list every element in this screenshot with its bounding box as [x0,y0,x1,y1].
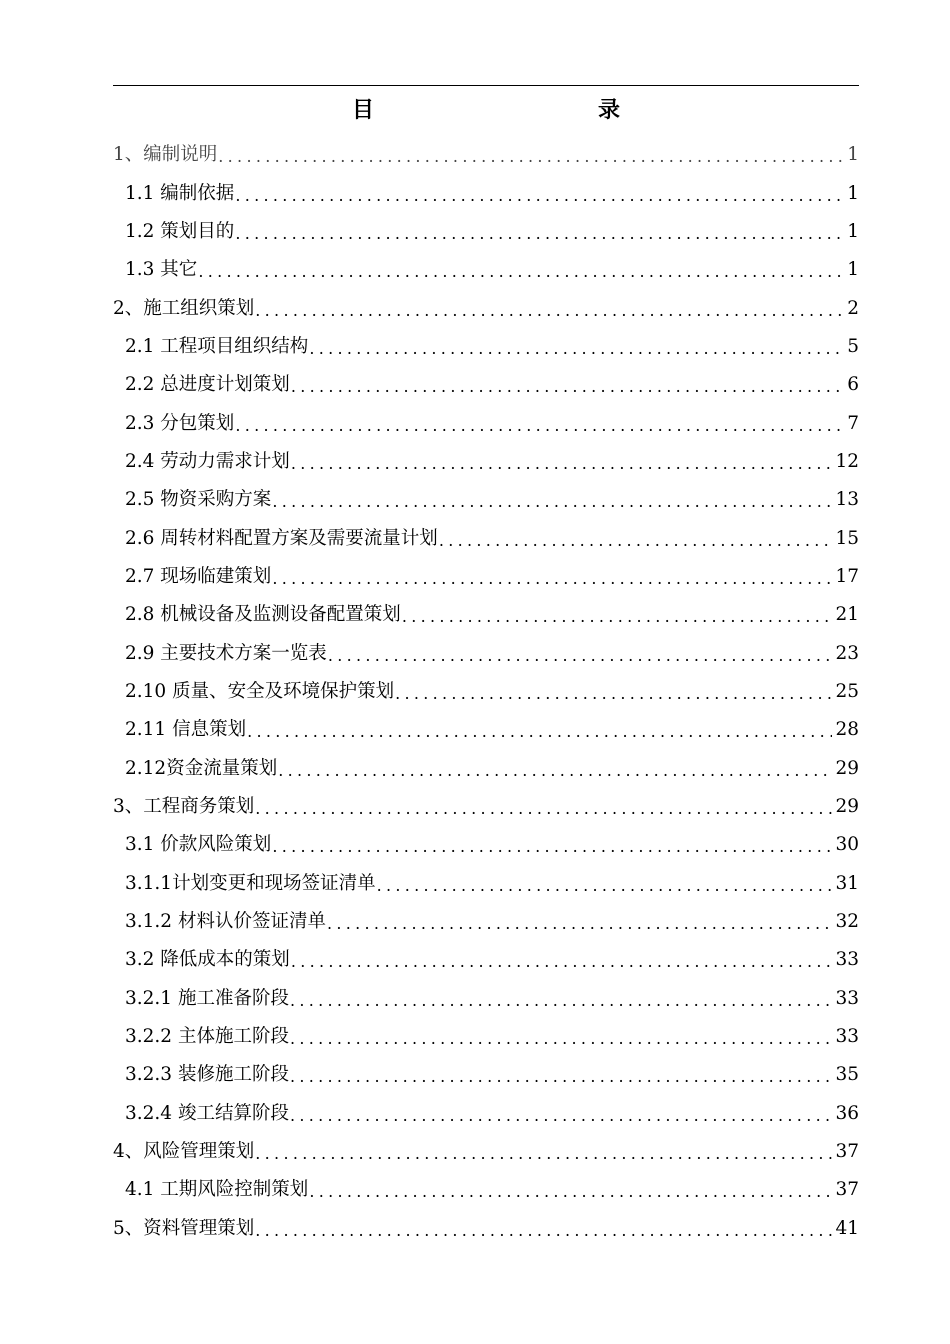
toc-entry-page-number: 1 [847,259,859,281]
toc-leader-dots [235,222,844,246]
toc-leader-dots [290,989,832,1013]
toc-entry-label: 1.2 策划目的 [125,220,235,242]
toc-entry-page-number: 29 [835,757,859,779]
toc-leader-dots [290,1065,832,1089]
toc-entry[interactable] [113,1056,859,1094]
toc-entry-label: 2.9 主要技术方案一览表 [125,642,327,664]
toc-leader-dots [255,797,832,821]
toc-entry-page-number: 32 [835,911,859,933]
toc-entry[interactable] [113,328,859,366]
toc-leader-dots [235,184,844,208]
toc-entry[interactable] [113,826,859,864]
toc-entry-label: 2.11 信息策划 [125,719,247,741]
toc-entry-page-number: 13 [835,489,859,511]
toc-entry[interactable] [113,711,859,749]
toc-entry[interactable] [113,903,859,941]
toc-entry-page-number: 7 [847,412,859,434]
toc-entry-page-number: 28 [835,719,859,741]
toc-entry-page-number: 33 [835,987,859,1009]
toc-leader-dots [272,835,832,859]
toc-entry[interactable] [113,174,859,212]
toc-entry[interactable] [113,404,859,442]
toc-entry-page-number: 33 [835,949,859,971]
toc-entry-label: 1、编制说明 [113,144,218,166]
toc-leader-dots [291,375,844,399]
toc-entry-page-number: 41 [835,1217,859,1239]
toc-entry-label: 2.10 质量、安全及环境保护策划 [125,680,395,702]
toc-leader-dots [278,759,832,783]
toc-entry[interactable] [113,481,859,519]
toc-entry-page-number: 33 [835,1026,859,1048]
toc-leader-dots [198,260,844,284]
toc-entry[interactable] [113,213,859,251]
toc-entry-page-number: 1 [847,144,859,166]
toc-entry-page-number: 37 [835,1141,859,1163]
toc-leader-dots [290,1027,832,1051]
toc-entry-label: 3.2.3 装修施工阶段 [125,1064,289,1086]
toc-entry-label: 3.1 价款风险策划 [125,834,272,856]
toc-entry[interactable] [113,1018,859,1056]
toc-entry-page-number: 5 [847,335,859,357]
toc-entry[interactable] [113,941,859,979]
toc-entry-label: 4、风险管理策划 [113,1141,255,1163]
toc-leader-dots [291,950,833,974]
toc-leader-dots [395,682,832,706]
toc-entry-label: 2.6 周转材料配置方案及需要流量计划 [125,527,438,549]
toc-leader-dots [309,337,844,361]
toc-entry-page-number: 29 [835,796,859,818]
toc-entry[interactable] [113,634,859,672]
toc-leader-dots [291,452,833,476]
header-rule [113,85,859,86]
toc-entry[interactable] [113,865,859,903]
toc-leader-dots [328,644,833,668]
toc-entry-label: 5、资料管理策划 [113,1217,255,1239]
toc-entry-page-number: 37 [835,1179,859,1201]
toc-entry-label: 3、工程商务策划 [113,796,255,818]
toc-leader-dots [247,720,832,744]
toc-leader-dots [255,299,844,323]
toc-entry-label: 2.12资金流量策划 [125,757,278,779]
toc-entry-page-number: 6 [847,374,859,396]
toc-entry-label: 3.1.1计划变更和现场签证清单 [125,872,376,894]
toc-leader-dots [235,414,844,438]
toc-entry[interactable] [113,1210,859,1248]
toc-leader-dots [218,145,844,169]
toc-entry-label: 2.4 劳动力需求计划 [125,450,290,472]
toc-entry-label: 2.1 工程项目组织结构 [125,335,309,357]
toc-entry[interactable] [113,596,859,634]
toc-entry[interactable] [113,443,859,481]
toc-entry-label: 2.3 分包策划 [125,412,235,434]
toc-entry-page-number: 21 [835,604,859,626]
toc-entry-page-number: 2 [847,297,859,319]
toc-entry-label: 3.2.2 主体施工阶段 [125,1026,289,1048]
toc-entry-page-number: 1 [847,220,859,242]
toc-entry-page-number: 36 [835,1102,859,1124]
toc-entry[interactable] [113,558,859,596]
toc-entry-label: 3.2 降低成本的策划 [125,949,290,971]
toc-entry[interactable] [113,980,859,1018]
toc-entry[interactable] [113,1171,859,1209]
toc-leader-dots [309,1180,832,1204]
toc-leader-dots [402,605,833,629]
toc-title: 目 录 [351,97,680,123]
toc-entry-label: 3.1.2 材料认价签证清单 [125,911,326,933]
toc-entry-page-number: 17 [835,565,859,587]
toc-entry-page-number: 23 [835,642,859,664]
toc-entry-label: 2.7 现场临建策划 [125,565,272,587]
toc-leader-dots [290,1104,832,1128]
toc-entry[interactable] [113,366,859,404]
toc-entry[interactable] [113,673,859,711]
toc-entry-label: 3.2.1 施工准备阶段 [125,987,289,1009]
toc-entry-label: 2.8 机械设备及监测设备配置策划 [125,604,401,626]
toc-leader-dots [255,1142,832,1166]
toc-entry-label: 1.1 编制依据 [125,182,235,204]
toc-entry-page-number: 12 [835,450,859,472]
toc-entry-label: 2、施工组织策划 [113,297,255,319]
toc-leader-dots [327,912,832,936]
toc-list [113,136,859,1248]
toc-entry[interactable] [113,136,859,174]
toc-entry-page-number: 15 [835,527,859,549]
toc-entry-label: 4.1 工期风险控制策划 [125,1179,309,1201]
toc-entry-label: 2.5 物资采购方案 [125,489,272,511]
toc-entry-label: 3.2.4 竣工结算阶段 [125,1102,289,1124]
toc-entry[interactable] [113,251,859,289]
toc-entry-page-number: 31 [835,872,859,894]
toc-leader-dots [272,567,832,591]
toc-entry-label: 1.3 其它 [125,259,198,281]
toc-entry[interactable] [113,289,859,327]
toc-entry[interactable] [113,788,859,826]
toc-entry-page-number: 35 [835,1064,859,1086]
toc-entry[interactable] [113,519,859,557]
toc-leader-dots [439,529,833,553]
toc-entry[interactable] [113,1133,859,1171]
toc-leader-dots [255,1219,832,1243]
toc-entry[interactable] [113,750,859,788]
toc-entry-label: 2.2 总进度计划策划 [125,374,290,396]
toc-entry[interactable] [113,1095,859,1133]
toc-entry-page-number: 1 [847,182,859,204]
toc-leader-dots [377,874,833,898]
toc-entry-page-number: 25 [835,680,859,702]
toc-leader-dots [272,490,832,514]
toc-entry-page-number: 30 [835,834,859,856]
